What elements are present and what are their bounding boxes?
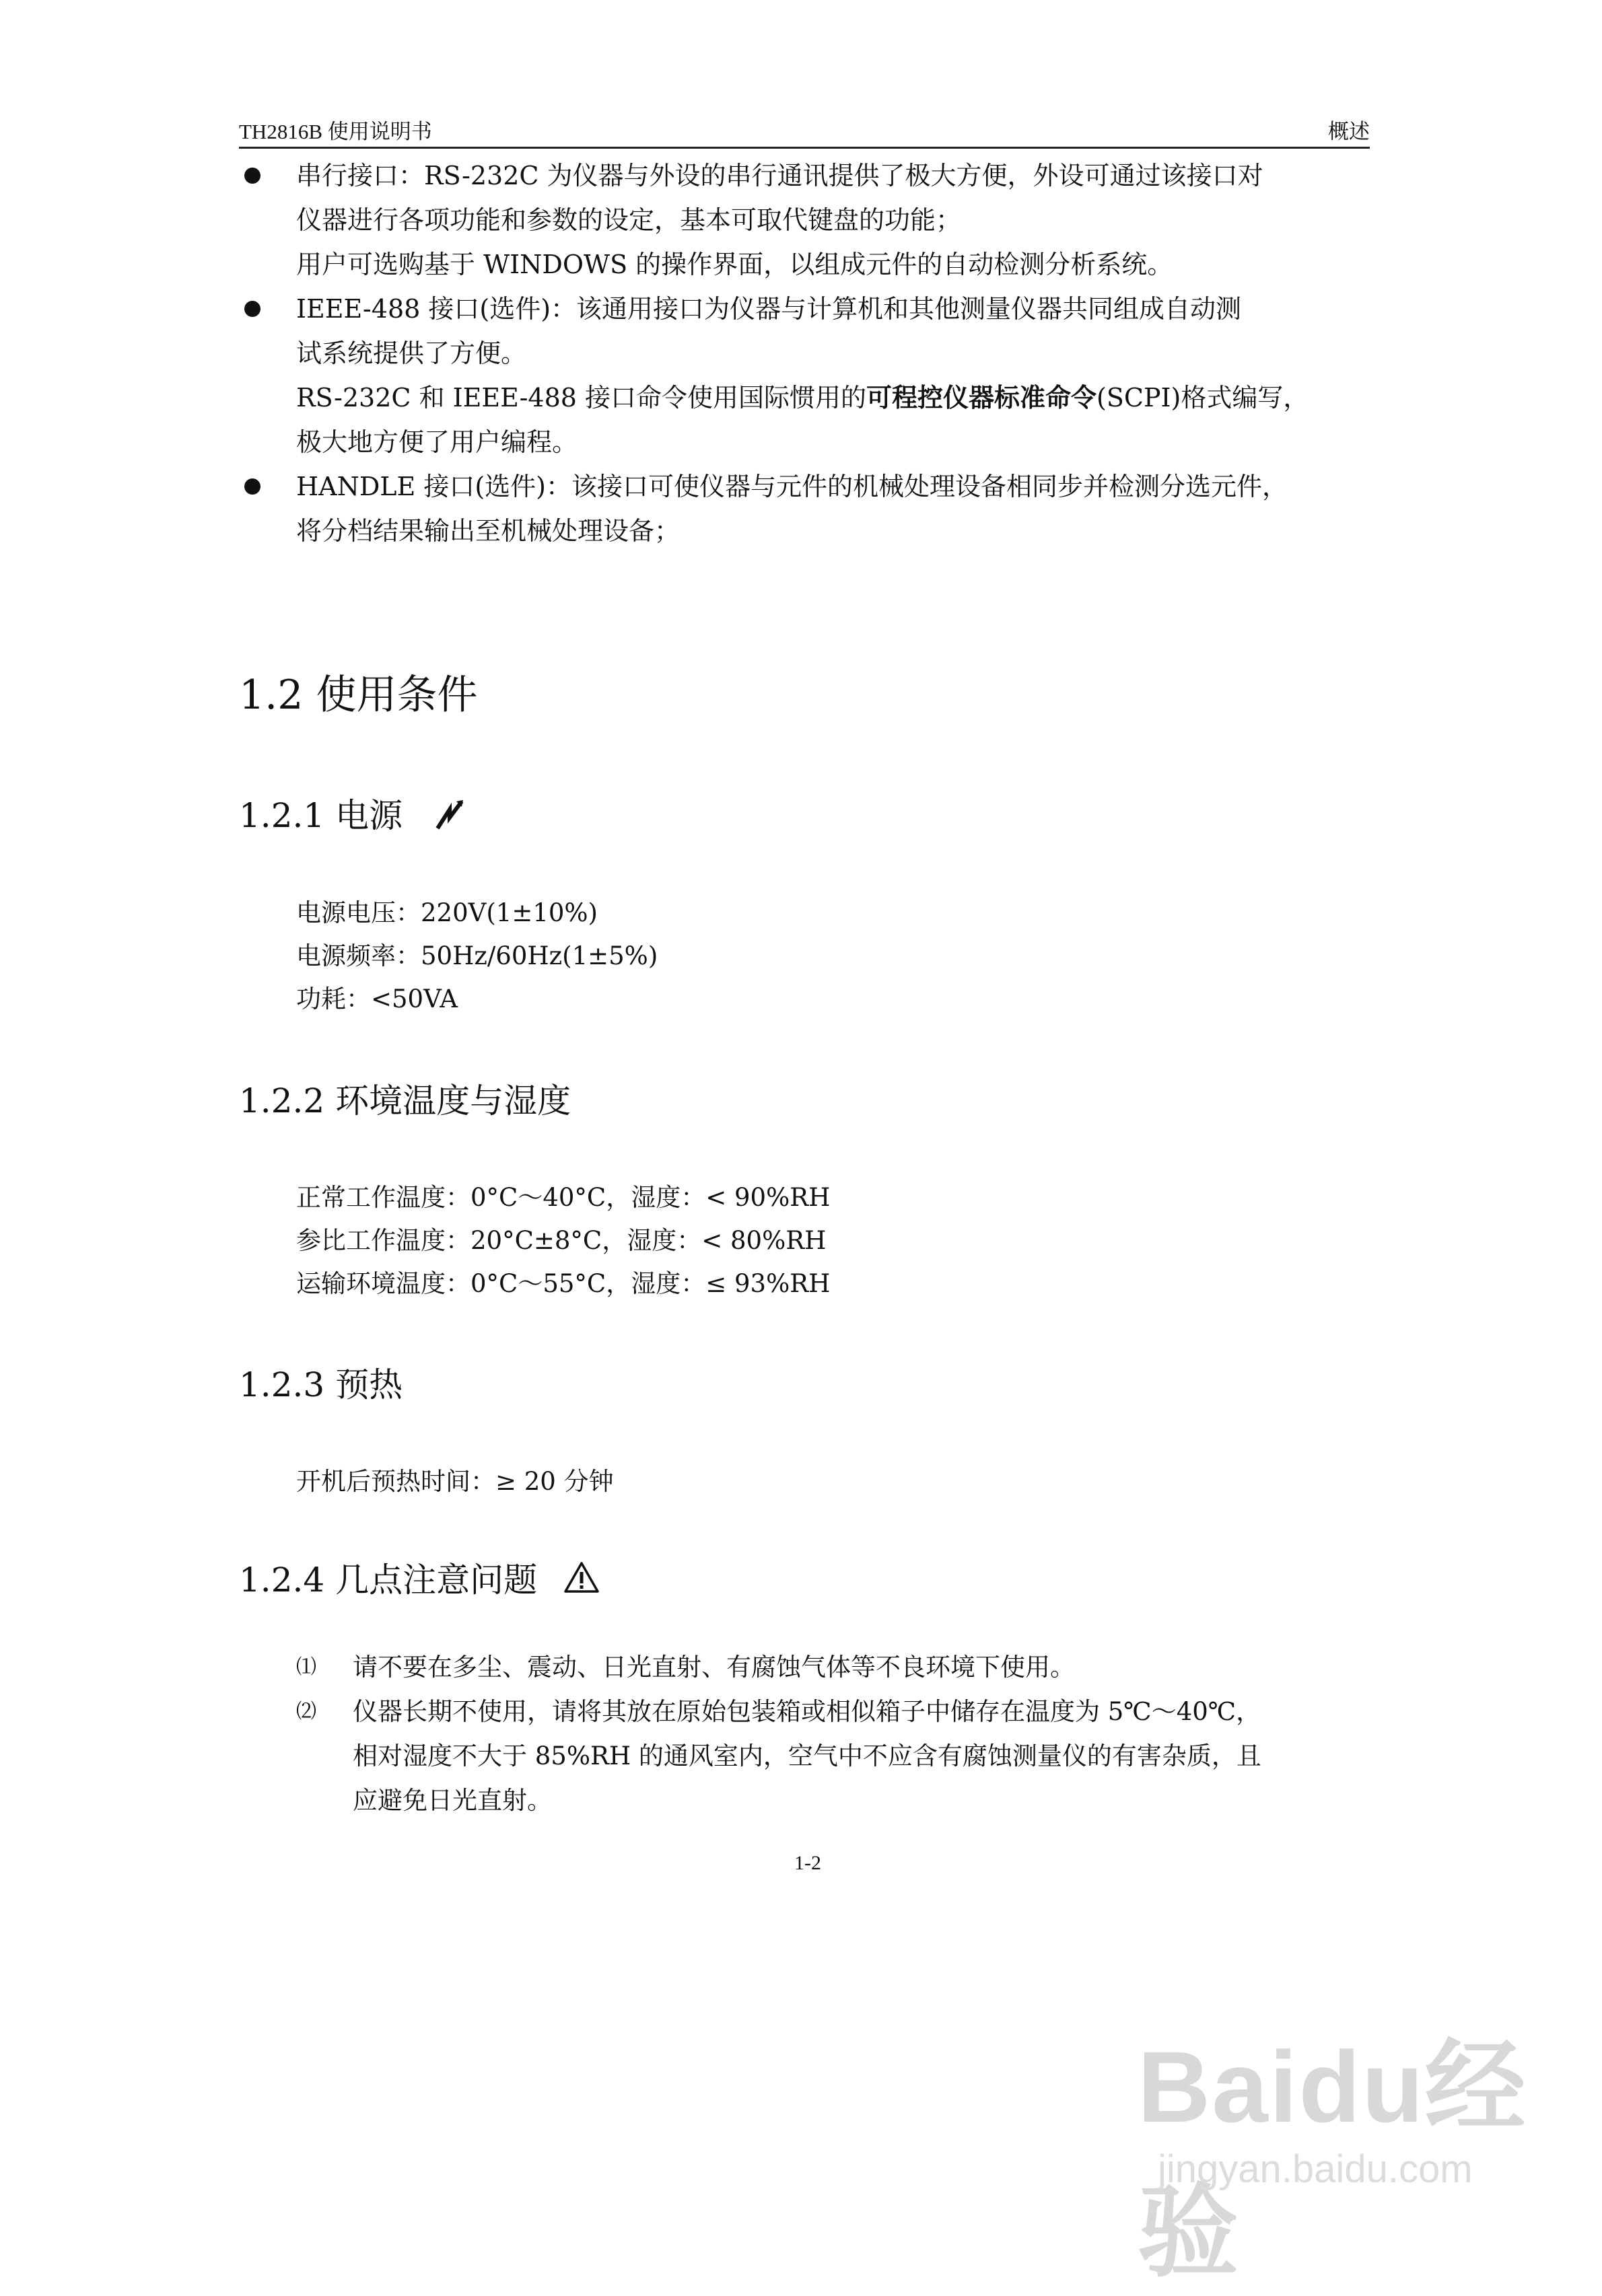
spec-line: 开机后预热时间：≥ 20 分钟 [296, 1467, 614, 1496]
warmup-specs [296, 1460, 614, 1503]
watermark-logo: Baidu经验 [1138, 2030, 1527, 2289]
bullet-dot-icon [244, 478, 260, 495]
watermark-url: jingyan.baidu.com [1158, 2147, 1473, 2191]
header-title: TH2816B 使用说明书 [239, 120, 432, 143]
bullet-line: 用户可选购基于 WINDOWS 的操作界面，以组成元件的自动检测分析系统。 [296, 250, 1173, 279]
header-chapter: 概述 [1328, 120, 1370, 143]
note-number: ⑵ [296, 1700, 316, 1723]
text-run: RS-232C 和 IEEE-488 接口命令使用国际惯用的 [296, 383, 867, 412]
spec-line: 运输环境温度：0°C～55°C，湿度：≤ 93%RH [296, 1269, 831, 1298]
note-line: 应避免日光直射。 [353, 1786, 552, 1815]
note-number: ⑴ [296, 1655, 316, 1679]
scpi-emphasis: 可程控仪器标准命令 [866, 382, 1097, 412]
note-line: 相对湿度不大于 85%RH 的通风室内，空气中不应含有腐蚀测量仪的有害杂质，且 [353, 1742, 1261, 1770]
subsection-heading-warmup: 1.2.3 预热 [239, 1365, 403, 1404]
environment-specs [296, 1176, 830, 1305]
bullet-dot-icon [244, 301, 260, 317]
watermark [1070, 1992, 1582, 2289]
spec-line: 功耗：<50VA [296, 984, 458, 1013]
note-line: 仪器长期不使用，请将其放在原始包装箱或相似箱子中储存在温度为 5℃～40℃， [353, 1697, 1261, 1726]
bullet-line: IEEE-488 接口(选件)：该通用接口为仪器与计算机和其他测量仪器共同组成自动测 [296, 294, 1242, 324]
notes-list [296, 1645, 1373, 1823]
interface-bullet-list [239, 153, 1370, 553]
spec-line: 电源电压：220V(1±10%) [296, 898, 598, 927]
bullet-ieee488 [239, 287, 1370, 464]
note-item [296, 1645, 1373, 1690]
power-specs [296, 892, 658, 1021]
spec-line: 电源频率：50Hz/60Hz(1±5%) [296, 941, 658, 970]
spec-line: 正常工作温度：0°C～40°C，湿度：< 90%RH [296, 1183, 831, 1212]
bullet-line: 串行接口：RS-232C 为仪器与外设的串行通讯提供了极大方便，外设可通过该接口对 [296, 161, 1263, 190]
heading-text: 1.2.4 几点注意问题 [239, 1560, 538, 1600]
subsection-heading-power [239, 789, 467, 837]
bullet-line: 试系统提供了方便。 [296, 338, 527, 368]
bullet-line: 将分档结果输出至机械处理设备； [296, 516, 681, 546]
bullet-line: 仪器进行各项功能和参数的设定，基本可取代键盘的功能； [296, 205, 962, 235]
section-heading: 1.2 使用条件 [239, 672, 478, 719]
note-item [296, 1690, 1373, 1823]
bullet-handle [239, 464, 1370, 553]
note-line: 请不要在多尘、震动、日光直射、有腐蚀气体等不良环境下使用。 [353, 1653, 1075, 1682]
bullet-line: 极大地方便了用户编程。 [296, 427, 578, 457]
subsection-heading-environment: 1.2.2 环境温度与湿度 [239, 1081, 571, 1120]
warning-icon [563, 1560, 600, 1594]
page-header [239, 106, 1370, 149]
page-number: 1-2 [794, 1852, 821, 1874]
heading-text: 1.2.1 电源 [239, 796, 403, 835]
subsection-heading-notes [239, 1553, 600, 1602]
text-run: (SCPI)格式编写， [1096, 383, 1309, 412]
lightning-icon [432, 797, 467, 831]
bullet-serial [239, 153, 1370, 287]
bullet-dot-icon [244, 168, 260, 184]
spec-line: 参比工作温度：20°C±8°C，湿度：< 80%RH [296, 1226, 827, 1255]
bullet-line-mixed [296, 375, 1370, 420]
bullet-line: HANDLE 接口(选件)：该接口可使仪器与元件的机械处理设备相同步并检测分选元件， [296, 472, 1288, 501]
